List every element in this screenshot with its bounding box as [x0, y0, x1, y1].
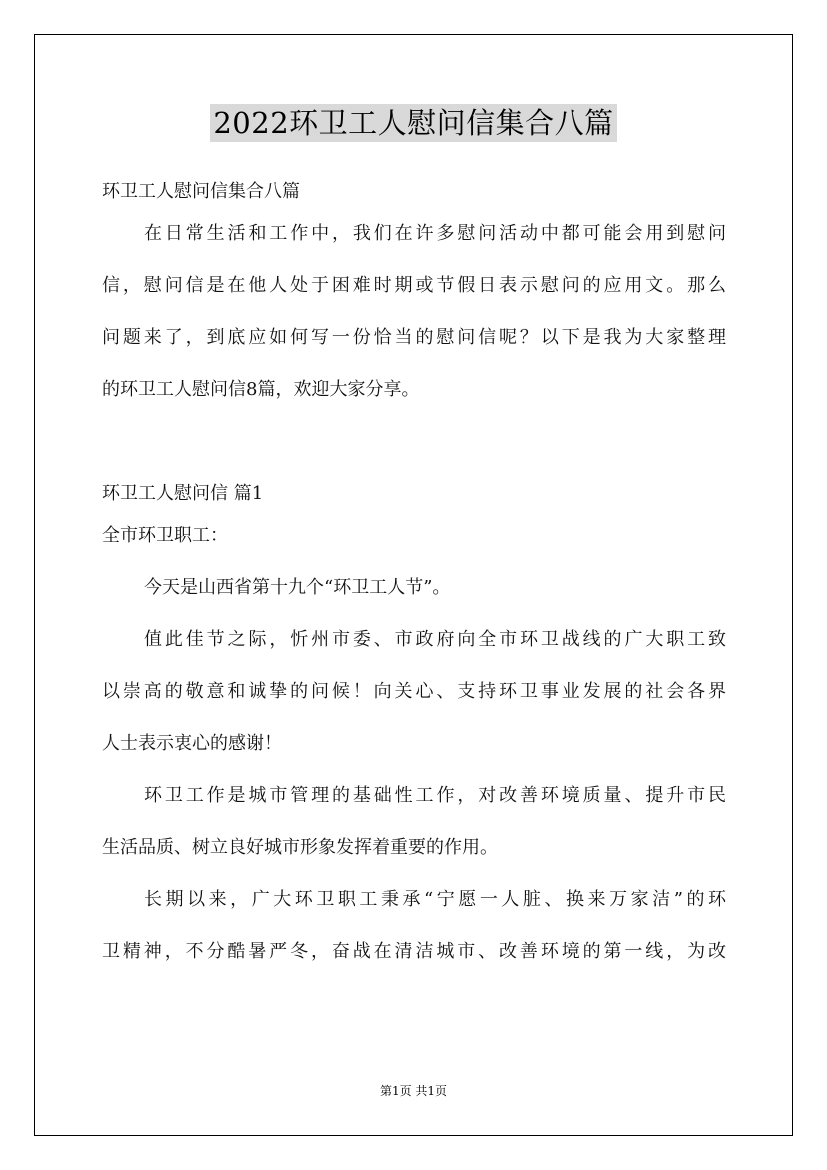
intro-line: 信，慰问信是在他人处于困难时期或节假日表示慰问的应用文。那么 — [102, 275, 726, 296]
paragraph-line: 人士表示衷心的感谢！ — [102, 733, 282, 754]
paragraph-line: 值此佳节之际，忻州市委、市政府向全市环卫战线的广大职工致 — [144, 629, 726, 650]
paragraph-line: 以崇高的敬意和诚挚的问候！向关心、支持环卫事业发展的社会各界 — [102, 681, 726, 702]
paragraph-line: 环卫工作是城市管理的基础性工作，对改善环境质量、提升市民 — [144, 785, 726, 806]
paragraph-line: 今天是山西省第十九个“环卫工人节”。 — [144, 577, 451, 598]
intro-line: 问题来了，到底应如何写一份恰当的慰问信呢？以下是我为大家整理 — [102, 327, 726, 348]
intro-line: 在日常生活和工作中，我们在许多慰问活动中都可能会用到慰问 — [144, 223, 726, 244]
document-body — [102, 172, 726, 972]
intro-line: 的环卫工人慰问信8篇，欢迎大家分享。 — [102, 379, 420, 400]
salutation: 全市环卫职工： — [102, 525, 228, 546]
document-subtitle: 环卫工人慰问信集合八篇 — [102, 181, 300, 202]
section-heading: 环卫工人慰问信 篇1 — [102, 483, 264, 504]
page-footer: 第1页 共1页 — [379, 1084, 448, 1098]
paragraph-line: 卫精神，不分酷暑严冬，奋战在清洁城市、改善环境的第一线，为改 — [102, 941, 726, 962]
document-title: 2022环卫工人慰问信集合八篇 — [210, 104, 616, 142]
title-container — [0, 104, 827, 142]
paragraph-line: 长期以来，广大环卫职工秉承“宁愿一人脏、换来万家洁”的环 — [144, 889, 726, 910]
paragraph-line: 生活品质、树立良好城市形象发挥着重要的作用。 — [102, 837, 498, 858]
